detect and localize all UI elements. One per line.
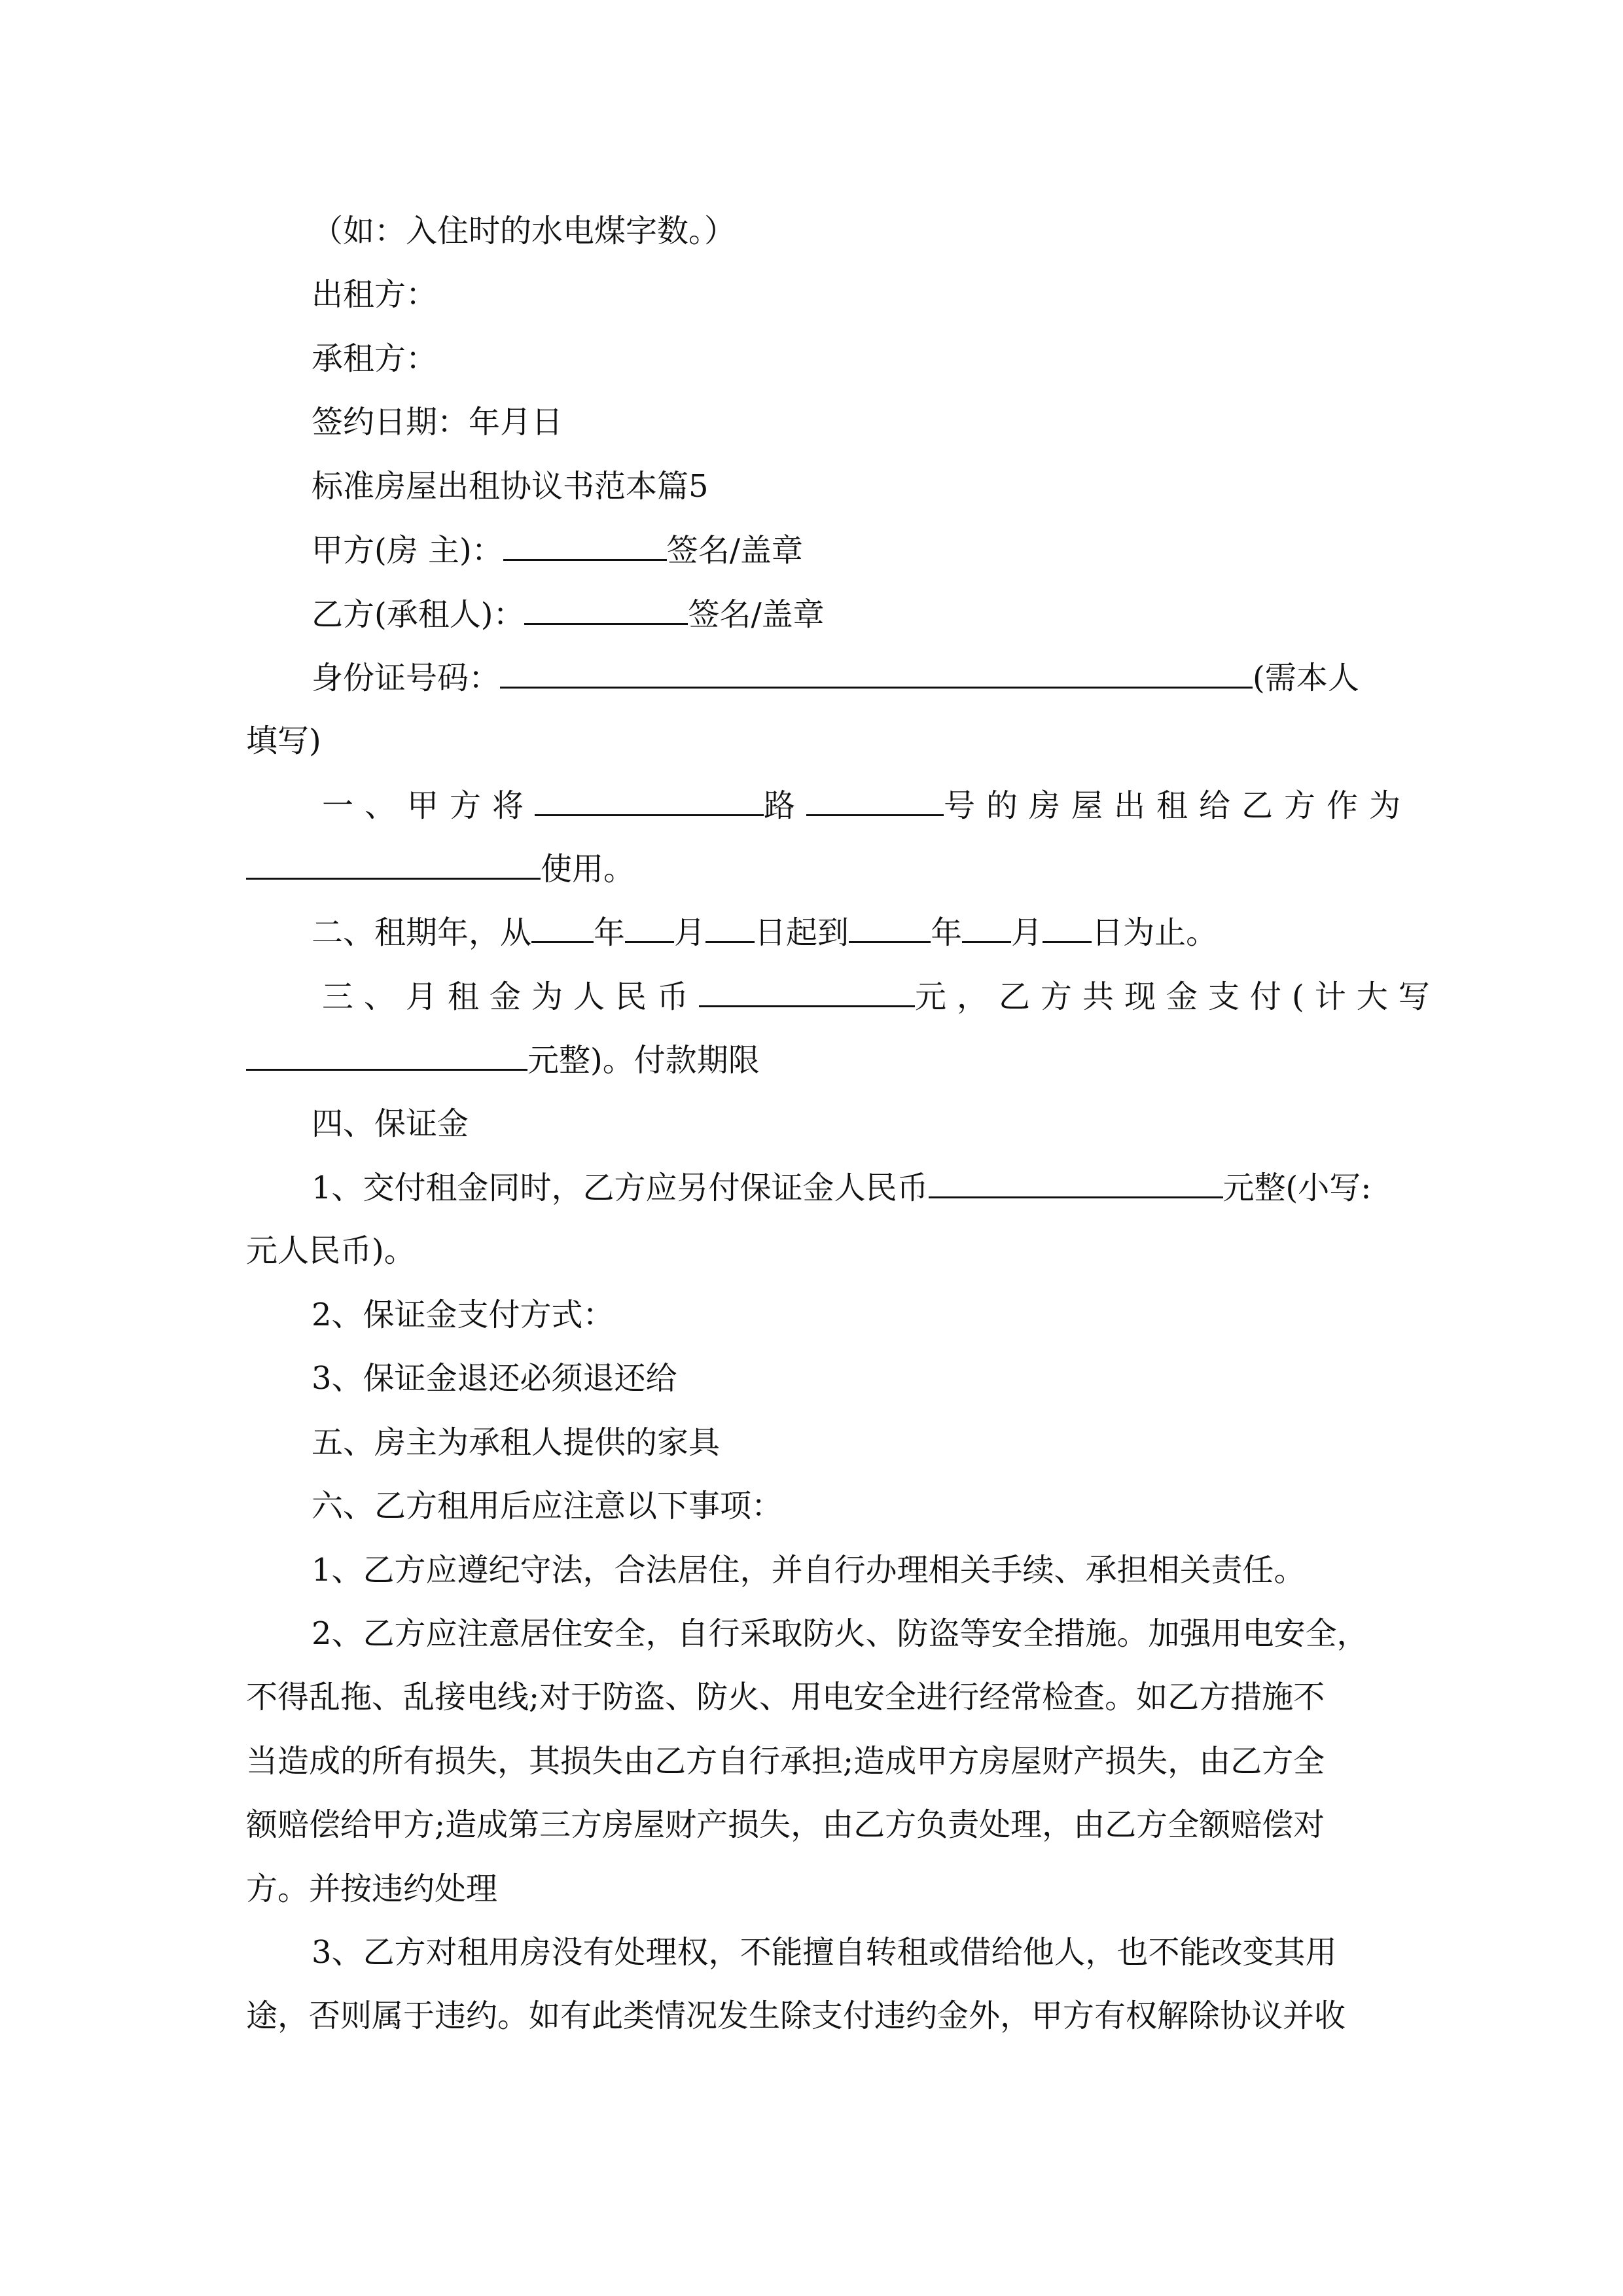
end-month-blank <box>962 912 1011 943</box>
item-1-line: 1、乙方应遵纪守法，合法居住，并自行办理相关手续、承担相关责任。 <box>312 1552 1306 1588</box>
clause-1-cont: 使用。 <box>246 849 635 889</box>
item-2-cont-1: 不得乱拖、乱接电线;对于防盗、防火、用电安全进行经常检查。如乙方措施不 <box>246 1679 1325 1715</box>
start-year-blank <box>531 912 594 943</box>
end-year-blank <box>849 912 931 943</box>
clause-3-line: 三、月租金为人民币 元，乙方共现金支付(计大写 <box>322 977 1440 1016</box>
number-blank <box>806 785 944 816</box>
item-3-cont-1: 途，否则属于违约。如有此类情况发生除支付违约金外，甲方有权解除协议并收 <box>246 1998 1346 2034</box>
section-title: 标准房屋出租协议书范本篇5 <box>312 468 709 505</box>
clause-1-line: 一、甲方将 路 号的房屋出租给乙方作为 <box>322 785 1412 825</box>
clause-4-heading: 四、保证金 <box>312 1105 469 1142</box>
rent-words-blank <box>246 1040 527 1071</box>
end-day-blank <box>1043 912 1092 943</box>
lessee-line: 承租方： <box>312 340 438 377</box>
deposit-cont: 元人民币)。 <box>246 1232 416 1269</box>
deposit-line: 1、交付租金同时，乙方应另付保证金人民币 元整(小写: <box>312 1168 1371 1208</box>
id-number-cont: 填写) <box>246 723 321 759</box>
deposit-payment-line: 2、保证金支付方式： <box>312 1297 615 1333</box>
rent-blank <box>699 977 915 1007</box>
clause-5-heading: 五、房主为承租人提供的家具 <box>312 1424 721 1461</box>
clause-6-heading: 六、乙方租用后应注意以下事项： <box>312 1488 783 1524</box>
item-2-line: 2、乙方应注意居住安全，自行采取防火、防盗等安全措施。加强用电安全， <box>312 1615 1368 1652</box>
usage-blank <box>246 849 541 880</box>
clause-2-line: 二、租期年，从 年 月 日起到 年 月 日为止。 <box>312 912 1217 952</box>
id-number-line: 身份证号码： (需本人 <box>312 658 1359 698</box>
lessor-line: 出租方： <box>312 276 438 313</box>
item-2-cont-2: 当造成的所有损失，其损失由乙方自行承担;造成甲方房屋财产损失，由乙方全 <box>246 1743 1325 1780</box>
start-day-blank <box>705 912 755 943</box>
party-b-blank <box>524 594 688 625</box>
start-month-blank <box>625 912 674 943</box>
item-3-line: 3、乙方对租用房没有处理权，不能擅自转租或借给他人，也不能改变其用 <box>312 1934 1337 1971</box>
party-a-blank <box>503 530 667 561</box>
note-line: （如：入住时的水电煤字数。） <box>312 213 736 249</box>
id-number-blank <box>500 658 1253 689</box>
deposit-blank <box>929 1168 1223 1198</box>
deposit-refund-line: 3、保证金退还必须退还给 <box>312 1360 677 1397</box>
party-a-line: 甲方(房 主)： 签名/盖章 <box>312 530 803 570</box>
road-blank <box>535 785 764 816</box>
item-2-cont-3: 额赔偿给甲方;造成第三方房屋财产损失，由乙方负责处理，由乙方全额赔偿对 <box>246 1806 1325 1843</box>
clause-3-cont: 元整)。付款期限 <box>246 1040 760 1080</box>
item-2-cont-4: 方。并按违约处理 <box>246 1871 498 1907</box>
party-b-line: 乙方(承租人)： 签名/盖章 <box>312 594 825 634</box>
signing-date-line: 签约日期：年月日 <box>312 404 563 440</box>
